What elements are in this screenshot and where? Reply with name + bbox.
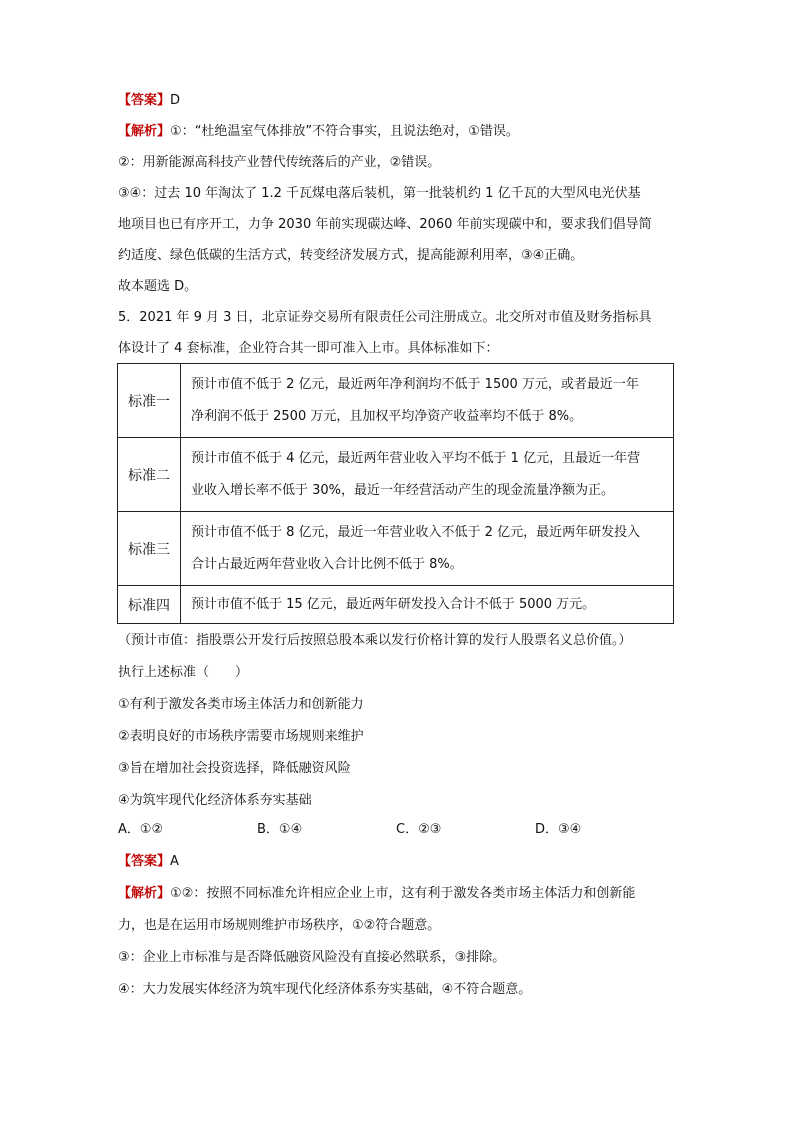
q4-analysis-line: 地项目也已有序开工，力争 2030 年前实现碳达峰、2060 年前实现碳中和，要求我们倡导简: [118, 217, 652, 232]
standard-description: [181, 512, 674, 586]
standard-line: 净利润不低于 2500 万元，且加权平均净资产收益率均不低于 8%。: [191, 408, 583, 424]
standard-line: 合计占最近两年营业收入合计比例不低于 8%。: [191, 556, 463, 572]
table-row: [118, 586, 674, 624]
standard-line: 预计市值不低于 15 亿元，最近两年研发投入合计不低于 5000 万元。: [191, 596, 596, 612]
analysis-text: ①②：按照不同标准允许相应企业上市，这有利于激发各类市场主体活力和创新能: [170, 886, 636, 901]
q4-analysis-line: 约适度、绿色低碳的生活方式，转变经济发展方式，提高能源利用率，③④正确。: [118, 248, 584, 263]
q5-prompt: 执行上述标准（ ）: [118, 665, 249, 680]
standard-line: 预计市值不低于 2 亿元，最近两年净利润均不低于 1500 万元，或者最近一年: [191, 376, 639, 392]
standard-name: 标准一: [118, 364, 181, 438]
standard-description: [181, 586, 674, 624]
statement-item: ①有利于激发各类市场主体活力和创新能力: [118, 697, 364, 712]
table-row: [118, 364, 674, 438]
answer-tag: 【 答案 】: [118, 854, 170, 869]
answer-options: [118, 820, 638, 840]
q5-analysis-line: [118, 884, 635, 904]
statement-item: ②表明良好的市场秩序需要市场规则来维护: [118, 729, 364, 744]
q5-analysis-line: ④：大力发展实体经济为筑牢现代化经济体系夯实基础，④不符合题意。: [118, 982, 532, 997]
analysis-text: ①：“杜绝温室气体排放”不符合事实，且说法绝对，①错误。: [170, 124, 519, 139]
statement-item: ④为筑牢现代化经济体系夯实基础: [118, 793, 312, 808]
table-row: [118, 512, 674, 586]
analysis-tag: 【 解析 】: [118, 124, 170, 139]
option-b[interactable]: B．①④: [257, 822, 303, 837]
q4-conclusion: 故本题选 D。: [118, 279, 198, 294]
standard-name: 标准三: [118, 512, 181, 586]
q4-analysis-line: [118, 122, 519, 142]
standards-table: [117, 363, 674, 624]
q5-analysis-line: ③：企业上市标准与是否降低融资风险没有直接必然联系，③排除。: [118, 950, 506, 965]
q5-answer: [118, 852, 179, 872]
answer-value: A: [170, 854, 179, 869]
standard-description: [181, 364, 674, 438]
standard-line: 预计市值不低于 4 亿元，最近两年营业收入平均不低于 1 亿元，且最近一年营: [191, 450, 641, 466]
option-a[interactable]: A．①②: [118, 822, 164, 837]
q5-analysis-line: 力，也是在运用市场规则维护市场秩序，①②符合题意。: [118, 918, 441, 933]
answer-value: D: [170, 93, 181, 108]
option-c[interactable]: C．②③: [396, 822, 442, 837]
q5-stem-line: 体设计了 4 套标准，企业符合其一即可准入上市。具体标准如下：: [118, 341, 499, 356]
statement-item: ③旨在增加社会投资选择，降低融资风险: [118, 761, 351, 776]
standard-name: 标准四: [118, 586, 181, 624]
q4-analysis-line: ③④：过去 10 年淘汰了 1.2 千瓦煤电落后装机，第一批装机约 1 亿千瓦的大型风电光伏基: [118, 186, 641, 201]
standard-line: 业收入增长率不低于 30%，最近一年经营活动产生的现金流量净额为正。: [191, 482, 615, 498]
q4-answer: [118, 91, 180, 111]
standard-name: 标准二: [118, 438, 181, 512]
q5-note: （预计市值：指股票公开发行后按照总股本乘以发行价格计算的发行人股票名义总价值。）: [118, 633, 632, 648]
option-d[interactable]: D．③④: [535, 822, 582, 837]
q4-analysis-line: ②：用新能源高科技产业替代传统落后的产业，②错误。: [118, 155, 441, 170]
standard-description: [181, 438, 674, 512]
answer-tag: 【 答案 】: [118, 93, 170, 108]
analysis-tag: 【 解析 】: [118, 886, 170, 901]
q5-stem-line: 5．2021 年 9 月 3 日，北京证券交易所有限责任公司注册成立。北交所对市值及财务指标具: [118, 310, 652, 325]
standard-line: 预计市值不低于 8 亿元，最近一年营业收入不低于 2 亿元，最近两年研发投入: [191, 524, 641, 540]
table-row: [118, 438, 674, 512]
